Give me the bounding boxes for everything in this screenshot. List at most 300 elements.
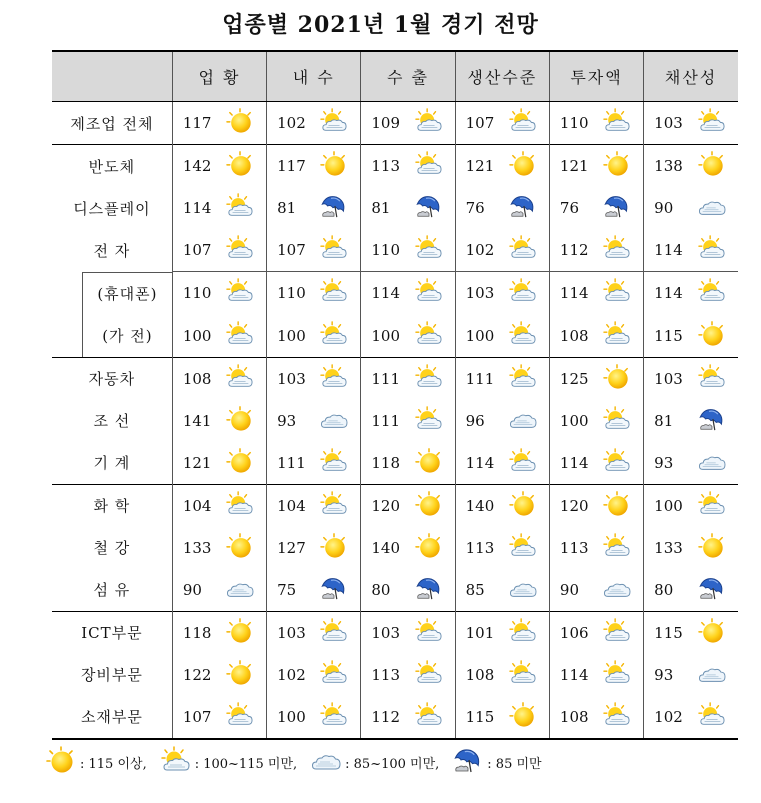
cloud-icon [320,406,348,436]
value-number: 90 [559,580,579,599]
sun-icon [698,151,726,181]
umbrella-icon [415,193,443,223]
partly-cloudy-icon [603,278,631,308]
partly-cloudy-icon [509,108,537,138]
value-cell [267,527,361,569]
legend-cloud-icon [311,746,341,778]
table-row [52,442,738,485]
value-number: 90 [654,199,674,217]
sun-icon [509,491,537,521]
sun-icon [226,618,254,648]
partly-cloudy-icon [509,321,537,351]
umbrella-icon [415,575,443,605]
value-number: 81 [654,411,674,430]
value-number: 122 [182,665,212,684]
value-cell [172,357,266,400]
value-cell [172,527,266,569]
row-label: 조 선 [93,412,131,430]
value-number: 80 [654,580,674,599]
value-number: 81 [277,199,297,217]
partly-cloudy-icon [320,660,348,690]
value-number: 100 [654,496,683,515]
value-number: 110 [182,284,212,303]
partly-cloudy-icon [509,278,537,308]
partly-cloudy-icon [698,235,726,265]
value-cell [361,145,455,188]
value-number: 107 [465,114,495,132]
sun-icon [698,321,726,351]
value-number: 114 [654,241,683,259]
umbrella-icon [320,193,348,223]
value-number: 104 [182,496,212,515]
partly-cloudy-icon [509,235,537,265]
row-label: 자동차 [52,357,172,400]
cloud-icon [698,448,726,478]
sun-icon [320,151,348,181]
value-number: 115 [654,326,683,345]
value-cell [172,654,266,696]
value-number: 103 [654,369,683,388]
table-row [52,654,738,696]
table-row [52,315,738,358]
value-cell [455,484,549,527]
sun-icon [226,406,254,436]
partly-cloudy-icon [226,235,254,265]
value-number: 110 [371,241,401,259]
value-number: 118 [182,623,212,642]
sun-icon [509,702,537,732]
header-domestic-demand: 내 수 [267,51,361,102]
value-number: 104 [277,496,306,515]
value-number: 115 [654,623,683,642]
sun-icon [320,533,348,563]
partly-cloudy-icon [603,533,631,563]
partly-cloudy-icon [320,235,348,265]
value-cell [455,611,549,654]
value-number: 80 [371,580,391,599]
sun-icon [415,491,443,521]
value-cell [267,400,361,442]
value-number: 103 [277,623,306,642]
legend-sun-icon [46,746,76,778]
partly-cloudy-icon [320,491,348,521]
value-number: 93 [654,453,674,472]
sun-icon [415,448,443,478]
value-cell [455,696,549,739]
value-cell [361,400,455,442]
sun-icon [509,151,537,181]
value-number: 103 [654,114,683,132]
value-cell [549,272,643,315]
value-number: 90 [182,580,202,599]
header-investment: 투자액 [549,51,643,102]
legend-text: : 115 이상, [80,756,147,772]
value-number: 101 [465,623,495,642]
value-cell [455,187,549,229]
value-cell [361,102,455,145]
legend [46,746,552,778]
value-cell [172,442,266,485]
value-cell [644,442,738,485]
value-number: 121 [465,157,495,175]
umbrella-icon [698,406,726,436]
header-row [52,51,738,102]
value-cell [172,187,266,229]
umbrella-icon [698,575,726,605]
value-number: 100 [371,326,401,345]
umbrella-icon [509,193,537,223]
partly-cloudy-icon [698,702,726,732]
umbrella-icon [603,193,631,223]
sun-icon [603,151,631,181]
value-number: 100 [277,326,306,345]
value-cell [267,272,361,315]
value-number: 114 [654,284,683,303]
value-cell [267,357,361,400]
value-cell [172,611,266,654]
value-cell [644,654,738,696]
value-cell [455,315,549,358]
value-number: 76 [465,199,485,217]
value-cell [267,484,361,527]
value-number: 107 [277,241,306,259]
value-number: 76 [559,199,579,217]
table-row [52,569,738,612]
cloud-icon [698,660,726,690]
partly-cloudy-icon [415,108,443,138]
cloud-icon [698,193,726,223]
partly-cloudy-icon [320,321,348,351]
value-cell [361,315,455,358]
value-cell [549,442,643,485]
partly-cloudy-icon [320,618,348,648]
value-cell [361,654,455,696]
value-number: 100 [559,411,589,430]
value-cell [455,102,549,145]
value-cell [455,145,549,188]
value-number: 121 [182,453,212,472]
value-number: 106 [559,623,589,642]
value-cell [361,272,455,315]
value-number: 107 [182,707,212,726]
value-cell [549,102,643,145]
row-label: 소재부문 [52,696,172,739]
umbrella-icon [320,575,348,605]
value-cell [172,315,266,358]
sun-icon [603,364,631,394]
sun-icon [698,618,726,648]
sun-icon [226,448,254,478]
cloud-icon [509,575,537,605]
value-number: 133 [654,538,683,557]
legend-text: : 85~100 미만, [345,756,440,772]
value-number: 113 [371,157,401,175]
value-number: 108 [559,707,589,726]
value-cell [644,611,738,654]
value-cell [172,400,266,442]
sun-icon [698,533,726,563]
value-cell [361,611,455,654]
value-cell [644,484,738,527]
partly-cloudy-icon [698,108,726,138]
value-cell [267,611,361,654]
sun-icon [226,151,254,181]
value-number: 120 [559,496,589,515]
value-cell [455,442,549,485]
row-label: 제조업 전체 [70,114,154,133]
value-number: 103 [371,623,401,642]
value-cell [361,696,455,739]
legend-text: : 100~115 미만, [194,756,298,772]
value-cell [172,696,266,739]
value-number: 118 [371,453,401,472]
header-export: 수 출 [361,51,455,102]
page-title: 업종별 2021년 1월 경기 전망 [222,12,539,38]
value-cell [361,442,455,485]
value-cell [455,527,549,569]
table-row [52,696,738,739]
sun-icon [415,533,443,563]
sun-icon [226,660,254,690]
value-number: 103 [277,369,306,388]
value-cell [644,527,738,569]
value-cell [549,654,643,696]
header-profitability: 채산성 [644,51,738,102]
value-cell [361,527,455,569]
row-label: 기 계 [93,454,131,472]
partly-cloudy-icon [603,406,631,436]
value-number: 140 [371,538,401,557]
table-row [52,611,738,654]
value-cell [267,442,361,485]
value-cell [644,229,738,272]
value-number: 93 [277,411,297,430]
partly-cloudy-icon [226,193,254,223]
value-number: 111 [465,369,495,388]
value-cell [267,102,361,145]
value-number: 112 [371,707,401,726]
row-label: 반도체 [52,145,172,188]
value-cell [172,484,266,527]
value-number: 138 [654,157,683,175]
partly-cloudy-icon [226,702,254,732]
partly-cloudy-icon [226,491,254,521]
value-cell [549,229,643,272]
value-number: 111 [277,453,306,472]
value-cell [455,654,549,696]
table-row [52,229,738,272]
value-number: 110 [277,284,306,303]
value-number: 102 [277,665,306,684]
header-production-level: 생산수준 [455,51,549,102]
value-number: 113 [371,665,401,684]
value-number: 113 [465,538,495,557]
partly-cloudy-icon [603,618,631,648]
partly-cloudy-icon [698,364,726,394]
partly-cloudy-icon [509,660,537,690]
value-cell [549,569,643,612]
value-number: 102 [654,707,683,726]
row-label: ICT부문 [52,611,172,654]
partly-cloudy-icon [603,448,631,478]
value-number: 109 [371,114,401,132]
value-cell [267,145,361,188]
value-number: 111 [371,369,401,388]
partly-cloudy-icon [415,618,443,648]
value-number: 102 [277,114,306,132]
partly-cloudy-icon [320,702,348,732]
value-number: 85 [465,580,485,599]
partly-cloudy-icon [226,364,254,394]
value-number: 117 [277,157,306,175]
value-cell [361,357,455,400]
partly-cloudy-icon [509,364,537,394]
value-number: 114 [371,284,401,303]
partly-cloudy-icon [603,321,631,351]
value-cell [172,102,266,145]
value-number: 141 [182,411,212,430]
partly-cloudy-icon [603,660,631,690]
table-row [52,484,738,527]
value-number: 125 [559,369,589,388]
partly-cloudy-icon [226,278,254,308]
value-number: 142 [182,157,212,175]
table-row [52,187,738,229]
sun-icon [226,108,254,138]
partly-cloudy-icon [698,491,726,521]
row-label: 장비부문 [80,666,143,684]
row-label: 화 학 [52,484,172,527]
cloud-icon [226,575,254,605]
partly-cloudy-icon [603,235,631,265]
header-corner [52,51,172,102]
value-number: 114 [559,665,589,684]
partly-cloudy-icon [226,321,254,351]
partly-cloudy-icon [415,364,443,394]
table-row [52,102,738,145]
cloud-icon [509,406,537,436]
value-cell [172,272,266,315]
sun-icon [226,533,254,563]
value-number: 121 [559,157,589,175]
value-number: 102 [465,241,495,259]
value-cell [549,145,643,188]
partly-cloudy-icon [415,702,443,732]
legend-partly-cloudy-icon [161,746,191,778]
value-number: 108 [465,665,495,684]
value-cell [549,484,643,527]
value-number: 113 [559,538,589,557]
row-label: 전 자 [93,241,131,260]
outlook-table [52,50,738,740]
value-cell [644,357,738,400]
value-cell [267,654,361,696]
value-number: 117 [182,114,212,132]
value-cell [455,229,549,272]
row-label: 철 강 [93,539,131,557]
value-number: 93 [654,665,674,684]
value-cell [172,569,266,612]
value-cell [644,696,738,739]
value-number: 114 [559,453,589,472]
value-cell [549,611,643,654]
partly-cloudy-icon [509,533,537,563]
value-cell [267,569,361,612]
value-number: 120 [371,496,401,515]
table-row [52,400,738,442]
value-number: 140 [465,496,495,515]
row-label: 디스플레이 [73,199,151,218]
value-cell [267,315,361,358]
value-number: 108 [559,326,589,345]
row-label-text: (휴대폰) [82,272,172,315]
cloud-icon [603,575,631,605]
value-number: 100 [182,326,212,345]
sun-icon [603,491,631,521]
value-cell [549,527,643,569]
legend-text: : 85 미만 [487,756,542,772]
value-cell [361,484,455,527]
partly-cloudy-icon [320,278,348,308]
value-number: 96 [465,411,485,430]
partly-cloudy-icon [509,448,537,478]
value-number: 114 [559,284,589,303]
value-cell [644,400,738,442]
value-cell [549,357,643,400]
value-cell [361,187,455,229]
value-number: 100 [277,707,306,726]
value-number: 127 [277,538,306,557]
value-cell [172,145,266,188]
partly-cloudy-icon [415,660,443,690]
value-number: 103 [465,284,495,303]
value-number: 114 [182,199,212,217]
legend-umbrella-icon [453,746,483,778]
value-cell [644,272,738,315]
header-business-condition: 업 황 [172,51,266,102]
value-number: 100 [465,326,495,345]
table-row [52,145,738,188]
value-cell [455,272,549,315]
partly-cloudy-icon [509,618,537,648]
value-cell [644,145,738,188]
table-row [52,272,738,315]
value-number: 114 [465,453,495,472]
value-number: 111 [371,411,401,430]
row-label [52,272,172,315]
value-cell [267,187,361,229]
value-number: 110 [559,114,589,132]
row-label-text: (가 전) [82,315,172,357]
partly-cloudy-icon [320,108,348,138]
partly-cloudy-icon [415,406,443,436]
table-row [52,357,738,400]
value-number: 115 [465,707,495,726]
value-number: 107 [182,241,212,259]
value-cell [455,357,549,400]
value-cell [549,315,643,358]
value-cell [267,229,361,272]
value-cell [267,696,361,739]
value-number: 75 [277,580,297,599]
value-cell [644,569,738,612]
value-cell [644,315,738,358]
value-cell [549,696,643,739]
value-number: 108 [182,369,212,388]
partly-cloudy-icon [603,108,631,138]
value-cell [549,400,643,442]
partly-cloudy-icon [415,235,443,265]
